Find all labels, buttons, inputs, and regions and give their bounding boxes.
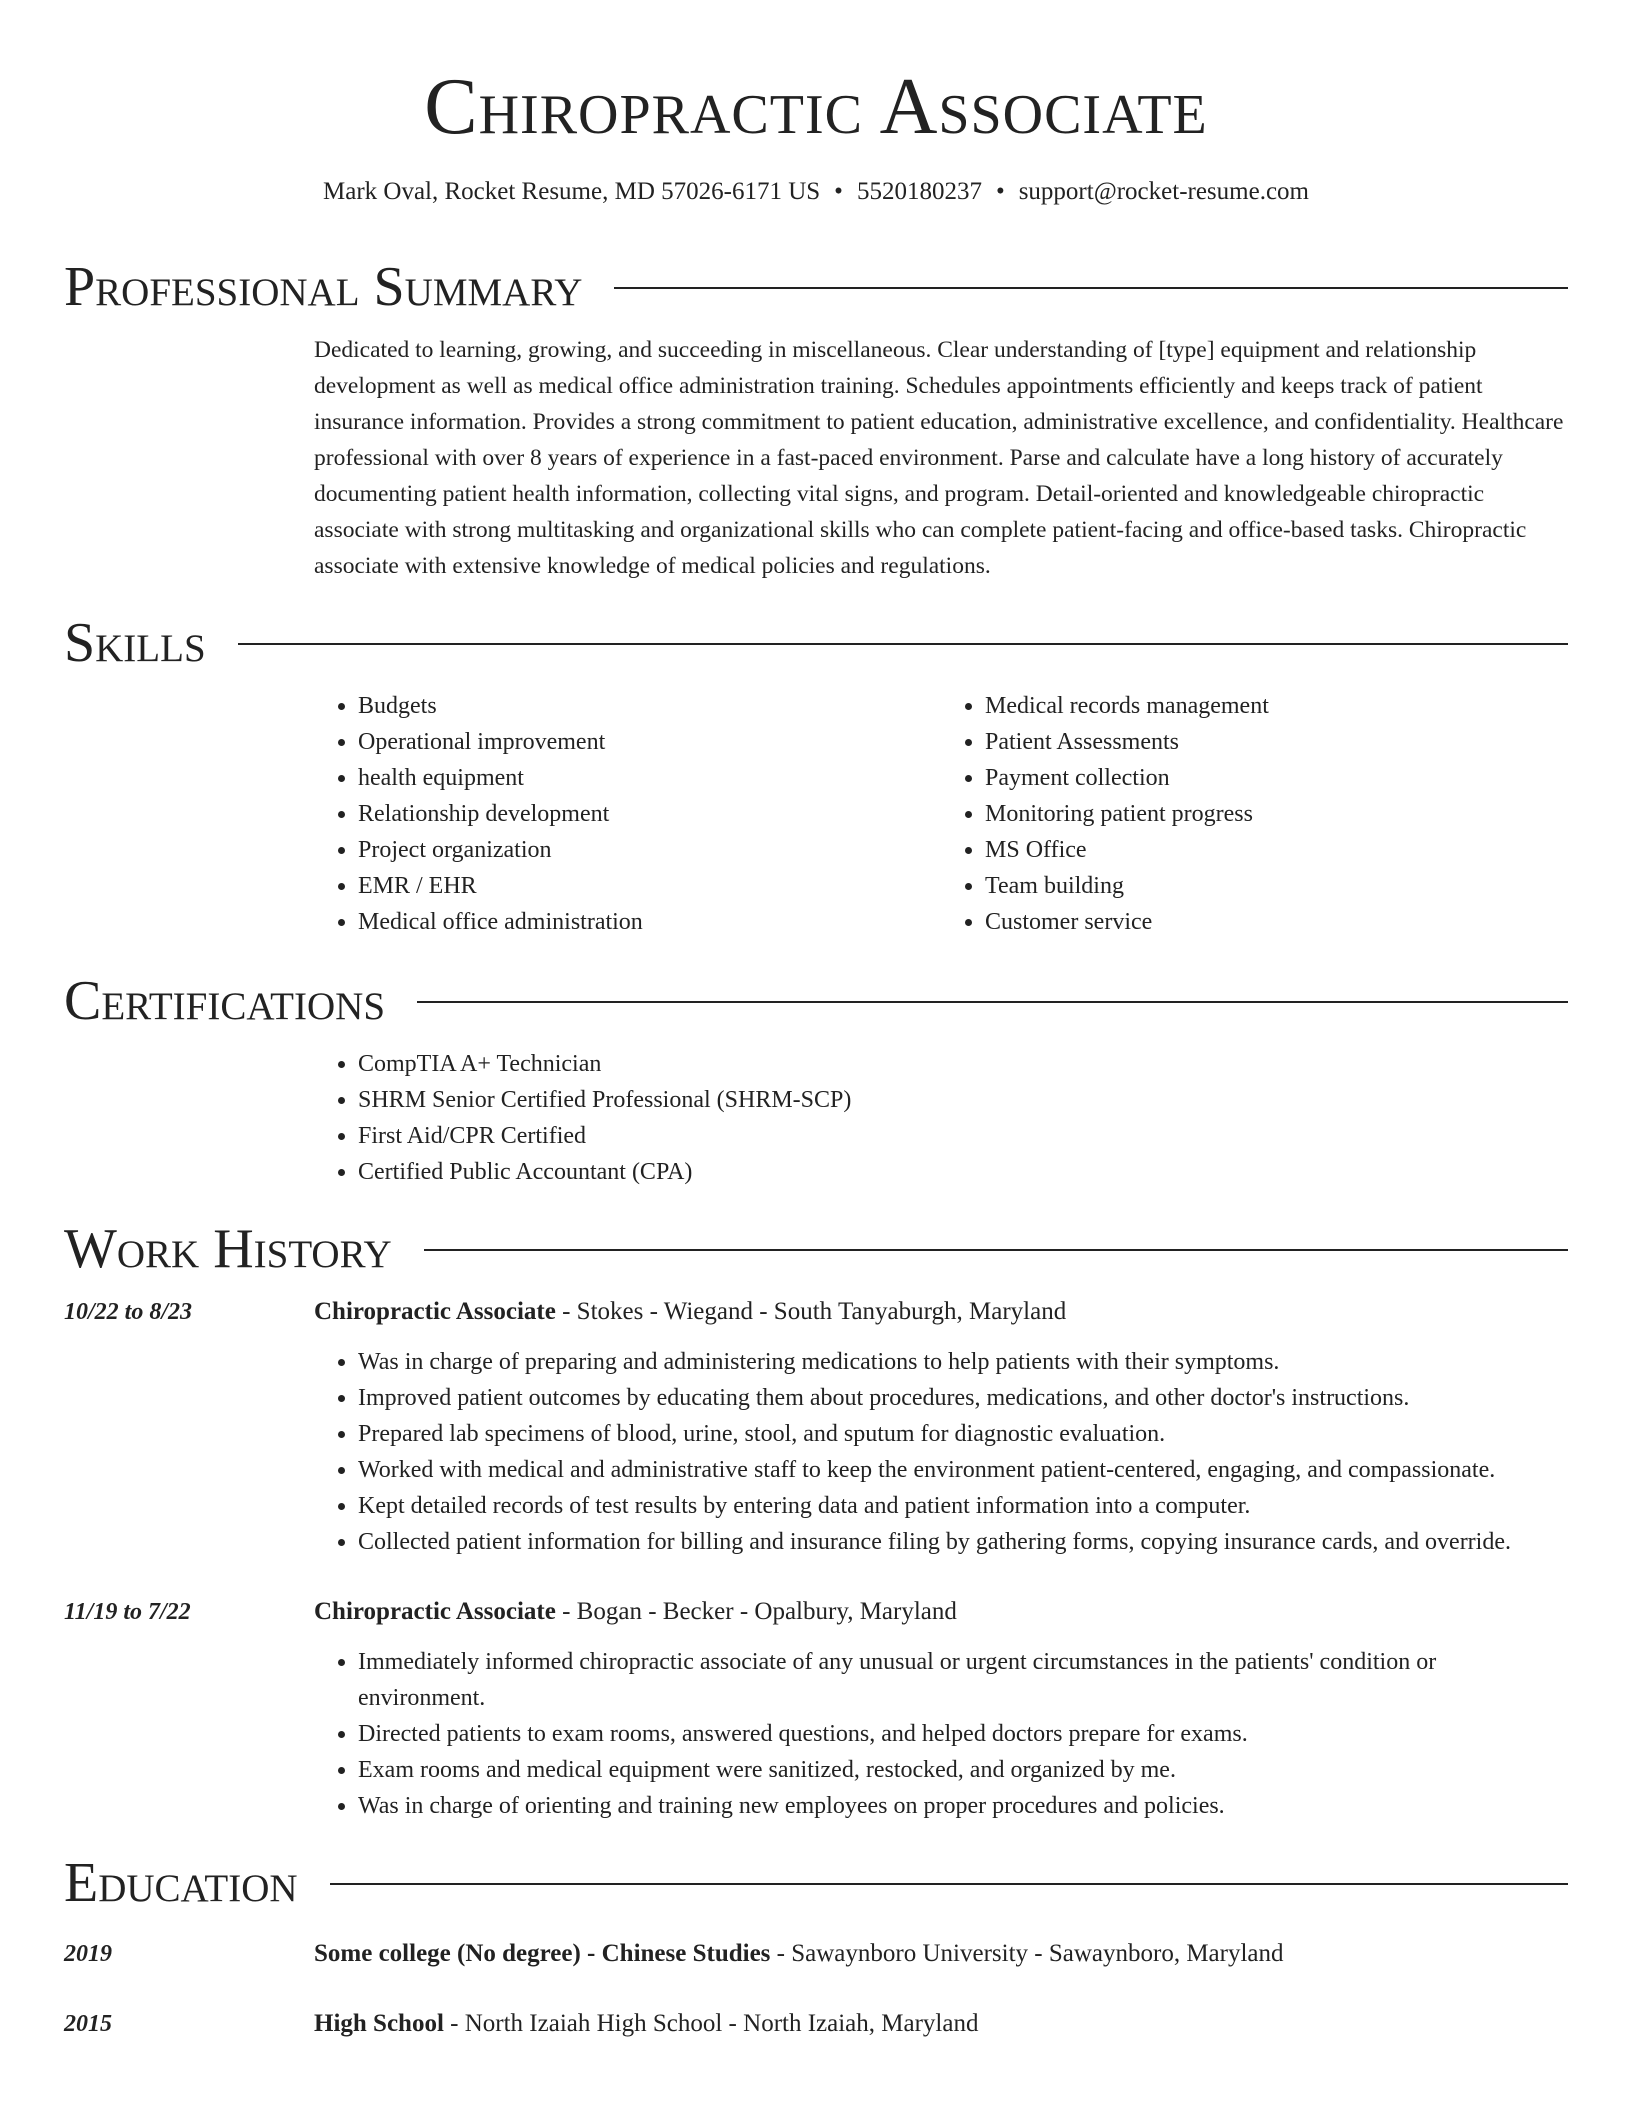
education-school: - Sawaynboro University - Sawaynboro, Maryland — [770, 1940, 1284, 1967]
job-bullet: • Prepared lab specimens of blood, urine, stool, and sputum for diagnostic evaluation. — [358, 1416, 1568, 1452]
skill-item: • Relationship development — [358, 796, 941, 832]
certification-item: • CompTIA A+ Technician — [358, 1046, 1568, 1082]
job-entry — [64, 1594, 1568, 1824]
education-line — [314, 1936, 1284, 1972]
skill-item: • MS Office — [985, 832, 1568, 868]
contact-line — [64, 174, 1568, 210]
job-role: Chiropractic Associate — [314, 1298, 556, 1325]
education-year: 2019 — [64, 1941, 112, 1967]
section-heading — [64, 606, 1568, 680]
skill-item: • Monitoring patient progress — [985, 796, 1568, 832]
job-dates: 11/19 to 7/22 — [64, 1599, 191, 1625]
summary-section — [64, 250, 1568, 584]
certification-item: • Certified Public Accountant (CPA) — [358, 1154, 1568, 1190]
skill-item: • Medical office administration — [358, 904, 941, 940]
job-bullet: • Was in charge of orienting and training new employees on proper procedures and policies. — [358, 1788, 1568, 1824]
skills-grid — [314, 688, 1568, 940]
job-duties — [314, 1344, 1568, 1560]
section-heading — [64, 964, 1568, 1038]
skill-item: • Project organization — [358, 832, 941, 868]
section-heading — [64, 1846, 1568, 1920]
job-title-line — [314, 1594, 957, 1630]
certification-item: • First Aid/CPR Certified — [358, 1118, 1568, 1154]
resume-page — [64, 0, 1568, 2042]
skill-item: • Team building — [985, 868, 1568, 904]
section-divider — [238, 643, 1568, 645]
section-title: Work History — [64, 1218, 392, 1280]
skill-item: • Payment collection — [985, 760, 1568, 796]
section-divider — [614, 287, 1568, 289]
certifications-content — [314, 1046, 1568, 1190]
section-divider — [417, 1001, 1568, 1003]
work-history-section — [64, 1212, 1568, 1824]
summary-text: Dedicated to learning, growing, and succeeding in miscellaneous. Clear understanding of [type] equipment and relationship development as well as medical office administration training. Schedules appointments efficiently and keeps track of patient insurance information. Provides a strong commitment to patient education, administrative excellence, and confidentiality. Healthcare professional with over 8 years of experience in a fast-paced environment. Parse and calculate have a long history of accurately documenting patient health information, collecting vital signs, and program. Detail-oriented and knowledgeable chiropractic associate with strong multitasking and organizational skills who can complete patient-facing and office-based tasks. Chiropractic associate with extensive knowledge of medical policies and regulations. — [314, 337, 1564, 579]
job-bullet: • Directed patients to exam rooms, answered questions, and helped doctors prepare for exams. — [358, 1716, 1568, 1752]
education-degree: Some college (No degree) - Chinese Studies — [314, 1940, 771, 1967]
job-duties — [314, 1644, 1568, 1824]
job-bullet: • Immediately informed chiropractic associate of any unusual or urgent circumstances in the patients' condition or environment. — [358, 1644, 1568, 1716]
job-header — [64, 1594, 1568, 1630]
section-divider — [424, 1249, 1568, 1251]
job-entry — [64, 1294, 1568, 1560]
job-bullet: • Worked with medical and administrative staff to keep the environment patient-centered, engaging, and compassionate. — [358, 1452, 1568, 1488]
section-heading — [64, 1212, 1568, 1286]
email-link[interactable]: support@rocket-resume.com — [1018, 178, 1309, 205]
education-school: - North Izaiah High School - North Izaiah, Maryland — [443, 2010, 979, 2037]
skill-item: • EMR / EHR — [358, 868, 941, 904]
skill-item: • Medical records management — [985, 688, 1568, 724]
section-title: Certifications — [64, 970, 386, 1032]
skill-item: • Customer service — [985, 904, 1568, 940]
job-dates: 10/22 to 8/23 — [64, 1299, 193, 1325]
job-employer: - Stokes - Wiegand - South Tanyaburgh, Maryland — [555, 1298, 1067, 1325]
skill-item: • health equipment — [358, 760, 941, 796]
job-bullet: • Exam rooms and medical equipment were sanitized, restocked, and organized by me. — [358, 1752, 1568, 1788]
skills-list-left — [314, 688, 941, 940]
job-bullets — [314, 1644, 1568, 1824]
education-entry — [64, 2006, 1568, 2042]
skill-item: • Budgets — [358, 688, 941, 724]
section-title: Professional Summary — [64, 256, 583, 318]
section-title: Skills — [64, 612, 206, 674]
education-entry — [64, 1936, 1568, 1972]
job-bullet: • Kept detailed records of test results by entering data and patient information into a computer. — [358, 1488, 1568, 1524]
education-degree: High School — [314, 2010, 444, 2037]
section-divider — [330, 1883, 1568, 1885]
separator-dot: • — [995, 178, 1005, 205]
education-year: 2015 — [64, 2011, 112, 2037]
section-title: Education — [64, 1852, 298, 1914]
phone: 5520180237 — [856, 178, 982, 205]
job-header — [64, 1294, 1568, 1330]
skills-section — [64, 606, 1568, 940]
certifications-section — [64, 964, 1568, 1190]
address: Mark Oval, Rocket Resume, MD 57026-6171 US — [323, 178, 821, 205]
education-section — [64, 1846, 1568, 2042]
job-role: Chiropractic Associate — [314, 1598, 556, 1625]
education-line — [314, 2006, 978, 2042]
job-bullet: • Collected patient information for billing and insurance filing by gathering forms, copying insurance cards, and override. — [358, 1524, 1568, 1560]
certifications-list — [314, 1046, 1568, 1190]
separator-dot: • — [834, 178, 843, 205]
job-bullet: • Improved patient outcomes by educating them about procedures, medications, and other doctor's instructions. — [358, 1380, 1568, 1416]
skill-item: • Patient Assessments — [985, 724, 1568, 760]
job-employer: - Bogan - Becker - Opalbury, Maryland — [555, 1598, 957, 1625]
certification-item: • SHRM Senior Certified Professional (SHRM-SCP) — [358, 1082, 1568, 1118]
section-heading — [64, 250, 1568, 324]
job-bullets — [314, 1344, 1568, 1560]
skills-list-right — [941, 688, 1568, 940]
skill-item: • Operational improvement — [358, 724, 941, 760]
job-title-line — [314, 1294, 1066, 1330]
candidate-title: Chiropractic Associate — [424, 63, 1208, 151]
job-bullet: • Was in charge of preparing and administering medications to help patients with their symptoms. — [358, 1344, 1568, 1380]
